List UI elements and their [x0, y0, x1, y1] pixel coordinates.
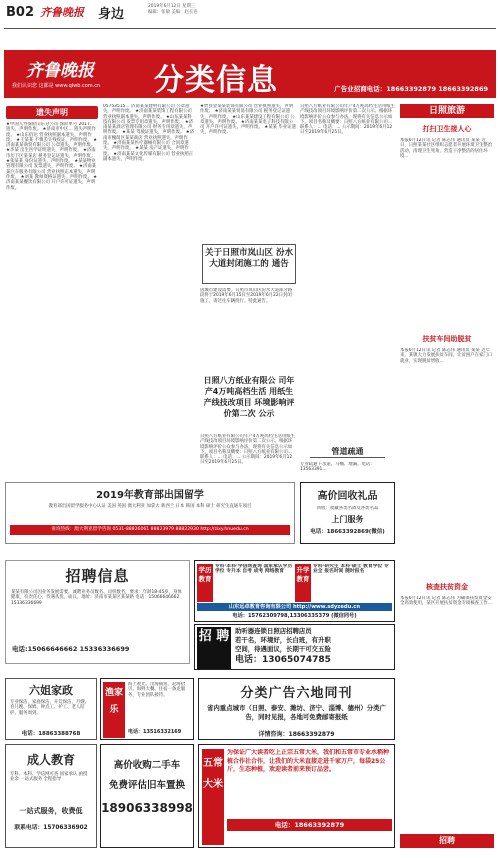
fishery-phone: 电话：13516332169: [128, 729, 182, 735]
col2-text: 05753515... 济南某某建材有限公司 公章遗失，声明作废。 ★济南某某装饰工程有限公司 营业执照副本遗失，声明作废。 ★山东某某科技有限公司 发票专用章遗失，声明作废。 ★济南某某酒店管理有限公司 财务专用章遗失，声明作废。 ★某某 驾驶证遗失，声明作废。 ★济南市槐荫区某某商店 营业执照遗失，声明作废。 ★济南某某医疗器械有限公司 合同章遗失，声明作废。 ★某某 房产证遗失，声明作废。 ★济南某某文化传媒有限公司 营业执照正副本遗失，声明作废。: [103, 104, 195, 162]
six-city-classified-ad: [198, 678, 395, 740]
page-date: 2019年6月12日 星期三: [148, 4, 196, 9]
recruit-info-ad: [5, 560, 190, 664]
fishery-tag: 渔家乐: [103, 682, 125, 738]
gift-recycle-service: 上门服务: [331, 515, 364, 525]
col3-text-bottom: 日照八方纸业有限公司年产4万吨高档生活用纸生产线技改项目环境影响评价第二次公示。根据环境影响评价公众参与办法，现将有关信息公示如下。项目名称及概要：日照八方纸业有限公司... 联系人：... 电话：... 公示期间：2019年6月12日至2019年6月25日。: [200, 434, 295, 466]
news-body-poverty: 本报6月12日讯 记者 陈志伟 通讯员 某某 近年来，某镇大力发展扶贫车间，让贫困户在家门口就业，实现脱贫增收...: [400, 348, 493, 364]
used-car-subtitle: 免费评估旧车置换: [108, 780, 185, 791]
study-abroad-phone: 垂询热线：澳大利亚留学咨询 0531-88826061 88823979 88822930: [51, 527, 199, 532]
edu-tag-degree: 学历教育: [197, 564, 213, 602]
used-car-ad: [100, 744, 194, 848]
hiring-line-2: 若干名，环境好，长白班，有升职: [235, 636, 331, 644]
page-code: B02: [6, 5, 34, 20]
study-abroad-title: 2019年教育部出国留学: [96, 490, 204, 501]
gift-recycle-ad: [300, 482, 395, 544]
news-heading-cleanup: 打扫卫生接人心: [422, 125, 472, 133]
classified-banner: [4, 50, 496, 98]
gift-recycle-phone: 电话：18663392869(微信): [310, 529, 385, 536]
adult-edu-body: 专科、本科、学信网可查 国家承认 函授 业余 一站式服务 全程指导: [10, 772, 88, 783]
study-abroad-phone-bar: [10, 525, 290, 535]
edu-text-degree: 专科·本科·学信网查询 国家承认学历 学位 专升本 自考 成考 网络教育: [215, 564, 293, 575]
adult-edu-ad: [5, 744, 97, 848]
used-car-phone: 18906338998: [101, 801, 193, 815]
banner-logo: 齐鲁晚报: [26, 61, 94, 81]
six-city-title: 分类广告六地同刊: [240, 686, 353, 701]
rice-phone: 电话：18663392879: [227, 819, 392, 831]
banner-title: 分类信息: [154, 63, 278, 98]
hiring-line-3: 空间，待遇面议，长期干可交五险: [235, 645, 331, 653]
lost-notice-heading: 遗失声明: [6, 106, 98, 119]
hiring-big-label: 招 聘: [197, 627, 231, 669]
used-car-title: 高价收购二手车: [113, 760, 181, 771]
recruit-heading-small: 招聘: [400, 834, 494, 848]
banner-hotline: 广告业招商电话：18663392879 18663392869: [334, 85, 488, 93]
adult-edu-title: 成人教育: [26, 753, 75, 767]
news-heading-poverty: 扶贫车间助脱贫: [422, 335, 472, 343]
col4-text: 日照八方纸业有限公司年产4万吨高档生活用纸生产线技改项目环境影响评价第二次公示。根据环境影响评价公众参与办法，现将有关信息公示如下。项目名称及概要：日照八方纸业有限公司... 联系人：... 电话：... 公示期间：2019年6月12日至2019年6月25日。: [300, 104, 395, 136]
road-closure-notice-title: 关于日照市岚山区 汾水大道封闭施工的 通告: [202, 244, 296, 284]
header-divider: [4, 28, 496, 29]
fishery-ad: [100, 678, 194, 740]
edu-tag-advance: 升学教育: [295, 564, 311, 602]
education-ad: [194, 560, 395, 622]
news-body-cleanup: 本报6月12日讯 记者 陈志伟 通讯员 某某 近日，日照某某社区组织志愿者开展环境卫生整治活动，清理卫生死角，营造干净整洁的居住环境...: [400, 138, 493, 159]
adult-edu-phone: 联系电话：15706336902: [14, 825, 88, 831]
rice-ad: [198, 744, 395, 848]
news-body-funds: 本报6月12日讯 记者 陈志伟 为确保扶贫资金安全高效使用，某区开展扶贫资金专项核查工作...: [400, 596, 493, 607]
study-abroad-ad: [5, 482, 295, 544]
housekeeping-title: 六姐家政: [29, 684, 73, 697]
rice-tag: 五常大米: [202, 749, 224, 845]
six-city-phone: 详情咨询：18663392879: [258, 731, 335, 738]
section-title: 身边: [98, 7, 125, 22]
edu-phone: 电话：15762309798,13306335379 (微信同号): [232, 613, 357, 619]
col3-text: ★贾县金某某装饰有限公司 营业执照遗失，声明作废。 ★济南某某贸易有限公司 税务登记证遗失，声明作废。 ★山东某某建设工程有限公司 公章遗失，声明作废。 ★济南某某电子科技有限公司 开户许可证遗失，声明作废。 ★某某 毕业证遗失，声明作废。: [200, 104, 296, 136]
study-abroad-body: 教育部出国留学服务中心认证 美国 英国 澳大利亚 加拿大 新西兰 日本 韩国 本科 硕士 研究生直通车项目: [48, 504, 252, 509]
page-meta: [148, 4, 198, 16]
page-editor: 编辑：张敏 美编：赵长连: [148, 10, 198, 15]
six-city-body: 省内重点城市（日照、泰安、潍坊、济宁、淄博、德州）分类广告，同时见报，各地可免费邮寄报纸: [207, 704, 386, 721]
adult-edu-footer: 一站式服务，收费低: [19, 807, 83, 815]
edu-text-advance: 专科·研究生 本科·硕士 教育学位 专业全 报名时间 随时报名: [313, 564, 389, 575]
housekeeping-phone: 电话：18863388768: [21, 731, 81, 737]
gift-recycle-body: 回收：收藏各类名酒及各类名品: [316, 506, 379, 511]
gift-recycle-title: 高价回收礼品: [317, 491, 378, 502]
news-heading-funds: 核查扶贫资金: [426, 583, 468, 591]
banner-slogan: 我们认识您 这都是 www.qlwb.com.cn: [12, 83, 101, 89]
rice-body: 为保证广大读者吃上正宗五常大米，我们和五常市专业水稻种植合作社合作，让我们的大米直接走进千家万户，每袋25公斤，生态种植，欢迎读者前来预订品尝。: [227, 749, 390, 773]
pipe-dredge-body: 专业疏通下水道、马桶、地漏。电话：13563391...: [300, 462, 375, 473]
recruit-info-body: 某某有限公司因业务发展需要，诚聘业务员数名、司机数名，要求：年龄18-45岁，身体健康，有责任心，待遇从优，面议。地址：济南市某某区某某路 电话：15066646662 15336336699: [11, 590, 182, 606]
housekeeping-ad: [5, 678, 97, 740]
study-abroad-url: http://zixy.hnuedu.cn: [200, 527, 249, 532]
recruit-info-title: 招聘信息: [65, 567, 130, 585]
recruit-info-phone: 电话:15066646662 15336336699: [12, 645, 130, 653]
col1-text: ★中国人寿保险山东分公司 保险单号 2017...遗失，声明作废。 ★济南市中区... 遗失声明作废。 ★山东佰达 营业执照副本遗失，声明作废。 ★王某某 不慎丢失残疾证，声明作废。 ★济南某某商贸有限公司 公章遗失，声明作废。 ★李某 出生医学证明遗失，声明作废。 ★济南市历下区某某店 税务登记证遗失，声明作废。 ★张某某 身份证遗失，声明作废。 ★某某物业管理有限公司 发票遗失，声明作废。 ★济南某某汽车服务有限公司 营业执照正本遗失，声明作废。 ★刘某 教师资格证遗失，声明作废。 ★济南某某餐饮有限公司 开户许可证遗失，声明作废。: [6, 122, 98, 191]
hiring-lines: [235, 627, 393, 666]
road-closure-notice-body: 因城市建设需要，日照市岚山区汾水大道部分路段将于2019年6月15日至2019年6月22日封闭施工，请过往车辆绕行。特此通告。: [200, 288, 293, 304]
env-assessment-title: 日照八方纸业有限公 司年产4万吨高档生活 用纸生产线技改项目 环境影响评价第二次 公示: [203, 376, 295, 418]
pipe-dredge-heading: 管道疏通: [310, 446, 385, 458]
travel-banner: 日照旅游: [400, 104, 494, 118]
housekeeping-body: 专业保洁、家庭保洁、开荒保洁、月嫂、育儿嫂、保姆、钟点工、护工、老人陪护，服务周到。: [10, 700, 90, 716]
brand-logo: 齐鲁晚报: [40, 6, 84, 19]
fishery-body: 海上观光、出海捕鱼、赶海拾贝、海鲜大餐、住宿一条龙服务，专业团队接待。: [128, 682, 186, 698]
hearing-aid-hiring-ad: [194, 624, 395, 670]
hiring-line-1: 助听器连锁日照店招聘店员: [235, 627, 312, 635]
hiring-phone: 电话：13065074785: [235, 655, 331, 665]
edu-company: 山东远卓教育咨询有限公司 http://www.sdyzedu.cn: [197, 603, 392, 611]
